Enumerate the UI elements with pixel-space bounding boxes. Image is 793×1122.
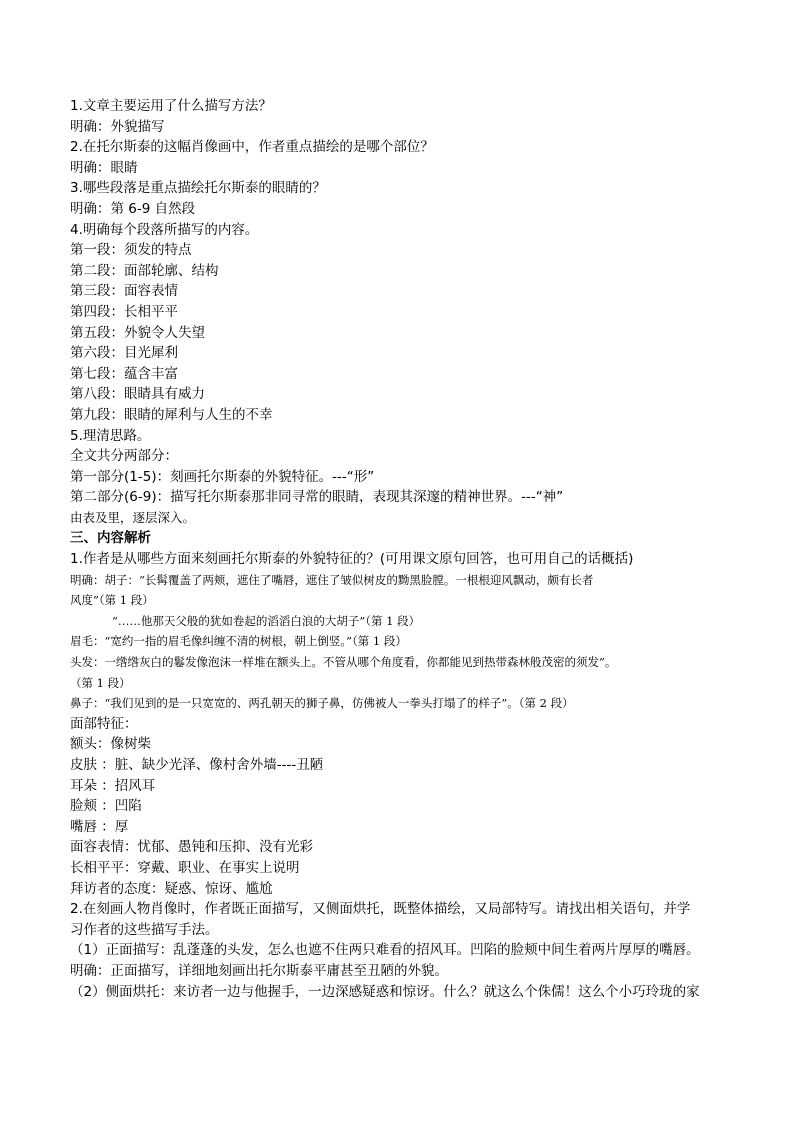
beard-quote [70,570,730,591]
question-2: 2.在托尔斯泰的这幅肖像画中，作者重点描绘的是哪个部位？ [70,139,434,156]
facial-expression: 面容表情：忧郁、愚钝和压抑、没有光彩 [70,839,313,856]
side-description: （2）侧面烘托：来访者一边与他握手，一边深感疑惑和惊讶。什么？就这么个侏儒！这么个小巧玲珑的家 [70,983,700,1000]
paragraph-summary: 第六段：目光犀利 [70,345,178,362]
analysis-question-2: 2.在刻画人物肖像时，作者既正面描写，又侧面烘托，既整体描绘，又局部特写。请找出相关语句，并学 [70,901,691,918]
feature-lips: 嘴唇 ：厚 [70,818,129,835]
paragraph-summary: 第七段：蕴含丰富 [70,365,178,382]
answer-3: 明确：第 6-9 自然段 [70,200,196,217]
nose-quote: 鼻子：“我们见到的是一只宽宽的、两孔朝天的狮子鼻，仿佛被人一拳头打塌了的样子”。（第 2 段） [70,696,574,711]
answer-2: 明确：眼睛 [70,159,138,176]
paragraph-summary: 第五段：外貌令人失望 [70,324,205,341]
front-description: （1）正面描写：乱蓬蓬的头发，怎么也遮不住两只难看的招风耳。凹陷的脸颊中间生着两片厚厚的嘴唇。 [70,942,700,959]
feature-cheeks: 脸颊 ：凹陷 [70,798,142,815]
question-5: 5.理清思路。 [70,427,151,444]
structure-intro: 全文共分两部分： [70,448,178,465]
answer-1: 明确：外貌描写 [70,118,165,135]
facial-features-heading: 面部特征： [70,715,138,732]
structure-conclusion: 由表及里，逐层深入。 [70,509,196,525]
front-description-answer: 明确：正面描写，详细地刻画出托尔斯泰平庸甚至丑陋的外貌。 [70,962,448,979]
question-1: 1.文章主要运用了什么描写方法？ [70,98,272,114]
structure-part-2: 第二部分(6-9)：描写托尔斯泰那非同寻常的眼睛，表现其深邃的精神世界。---“神” [70,489,564,506]
eyebrow-quote: 眉毛：“宽约一指的眉毛像纠缠不清的树根，朝上倒竖。”（第 1 段） [70,634,407,649]
structure-part-1: 第一部分(1-5)：刻画托尔斯泰的外貌特征。---“形” [70,468,375,485]
document-body [70,96,730,1002]
question-4: 4.明确每个段落所描写的内容。 [70,221,259,238]
analysis-question-1: 1.作者是从哪些方面来刻画托尔斯泰的外貌特征的？(可用课文原句回答，也可用自己的话概括) [70,551,634,568]
paragraph-summary: 第四段：长相平平 [70,303,178,320]
paragraph-summary: 第三段：面容表情 [70,283,178,300]
paragraph-summary: 第二段：面部轮廓、结构 [70,262,219,279]
paragraph-summary: 第一段：须发的特点 [70,242,192,259]
feature-ears: 耳朵 ：招风耳 [70,777,156,794]
hair-quote: 头发：一绺绺灰白的鬈发像泡沫一样堆在额头上。不管从哪个角度看，你都能见到热带森林般茂密的须发”。 [70,655,617,670]
question-3: 3.哪些段落是重点描绘托尔斯泰的眼睛的？ [70,180,326,197]
paragraph-summary: 第八段：眼睛具有威力 [70,386,205,403]
feature-skin: 皮肤 ：脏、缺少光泽、像村舍外墙----丑陋 [70,757,324,773]
visitor-attitude: 拜访者的态度：疑惑、惊讶、尴尬 [70,880,273,897]
beard-quote-2: “……他那天父般的犹如卷起的滔滔白浪的大胡子”（第 1 段） [112,613,421,628]
feature-forehead: 额头：像树柴 [70,736,151,753]
plain-appearance: 长相平平：穿戴、职业、在事实上说明 [70,859,300,876]
hair-quote-continued: （第 1 段） [70,675,131,690]
beard-quote-continued: 风度”（第 1 段） [70,593,154,608]
analysis-question-2-continued: 习作者的这些描写手法。 [70,921,219,938]
beard-quote-text: 明确：胡子：“长髯覆盖了两颊，遮住了嘴唇，遮住了皱似树皮的黝黑脸膛。一根根迎风飘动，颇有长者 [70,572,594,587]
paragraph-summary: 第九段：眼睛的犀利与人生的不幸 [70,406,273,423]
section-heading: 三、内容解析 [70,530,151,547]
